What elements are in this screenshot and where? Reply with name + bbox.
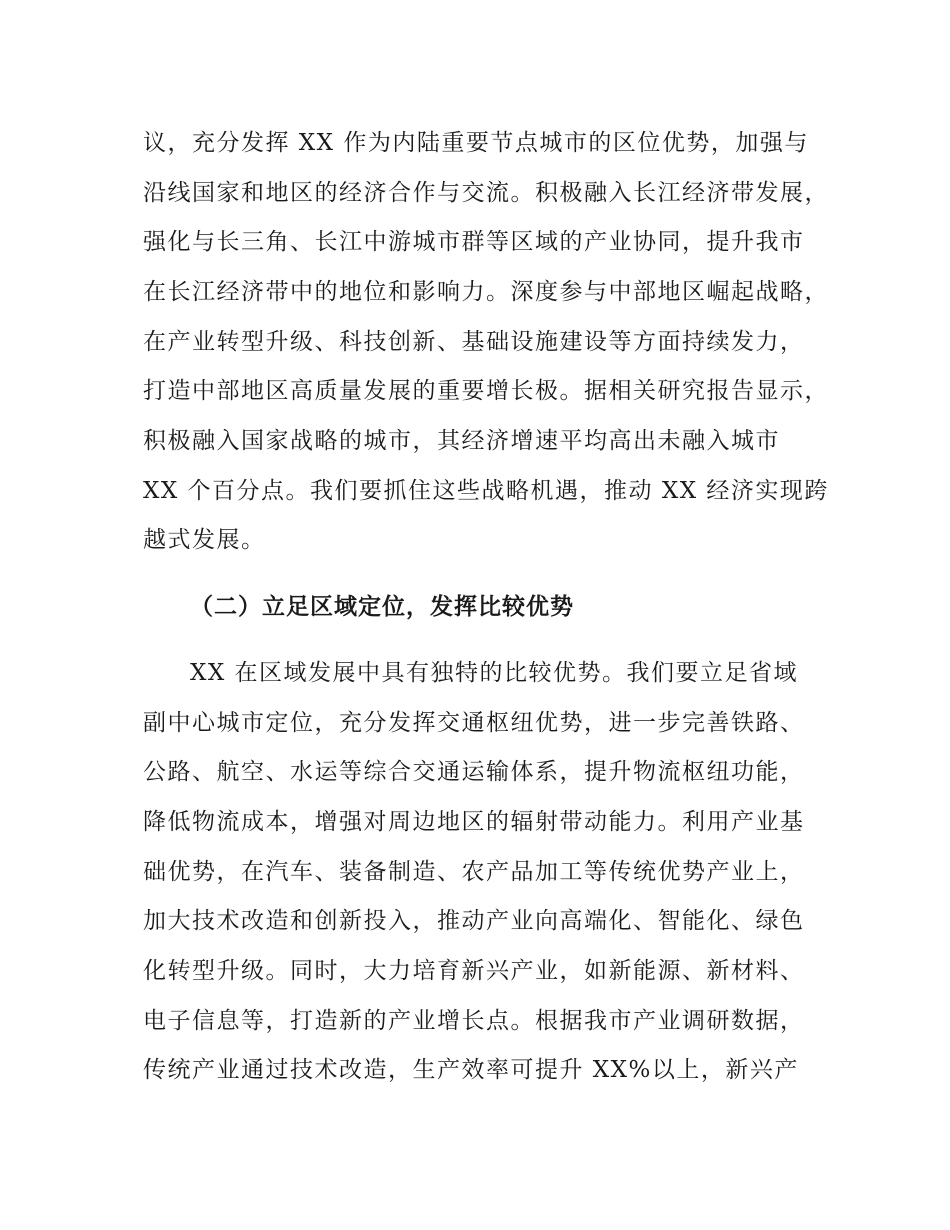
section-heading: （二）立足区域定位，发挥比较优势: [190, 594, 574, 620]
paragraph-line: XX 个百分点。我们要抓住这些战略机遇，推动 XX 经济实现跨: [143, 478, 829, 504]
paragraph-line: 沿线国家和地区的经济合作与交流。积极融入长江经济带发展，: [143, 180, 829, 206]
paragraph-line: 在产业转型升级、科技创新、基础设施建设等方面持续发力，: [143, 329, 805, 355]
paragraph-line: 础优势，在汽车、装备制造、农产品加工等传统优势产业上，: [143, 859, 805, 885]
paragraph-line: 积极融入国家战略的城市，其经济增速平均高出未融入城市: [143, 428, 780, 454]
paragraph-line: 越式发展。: [143, 527, 266, 553]
paragraph-line: 化转型升级。同时，大力培育新兴产业，如新能源、新材料、: [143, 958, 805, 984]
paragraph-line: 降低物流成本，增强对周边地区的辐射带动能力。利用产业基: [143, 809, 805, 835]
paragraph-line: 议，充分发挥 XX 作为内陆重要节点城市的区位优势，加强与: [143, 130, 809, 156]
paragraph-line: XX 在区域发展中具有独特的比较优势。我们要立足省域: [190, 660, 799, 686]
paragraph-line: 加大技术改造和创新投入，推动产业向高端化、智能化、绿色: [143, 908, 805, 934]
paragraph-line: 公路、航空、水运等综合交通运输体系，提升物流枢纽功能，: [143, 759, 805, 785]
paragraph-line: 传统产业通过技术改造，生产效率可提升 XX%以上，新兴产: [143, 1057, 799, 1083]
paragraph-line: 副中心城市定位，充分发挥交通枢纽优势，进一步完善铁路、: [143, 710, 805, 736]
paragraph-line: 强化与长三角、长江中游城市群等区域的产业协同，提升我市: [143, 229, 805, 255]
paragraph-line: 打造中部地区高质量发展的重要增长极。据相关研究报告显示，: [143, 378, 829, 404]
paragraph-line: 在长江经济带中的地位和影响力。深度参与中部地区崛起战略，: [143, 279, 829, 305]
paragraph-line: 电子信息等，打造新的产业增长点。根据我市产业调研数据，: [143, 1008, 805, 1034]
